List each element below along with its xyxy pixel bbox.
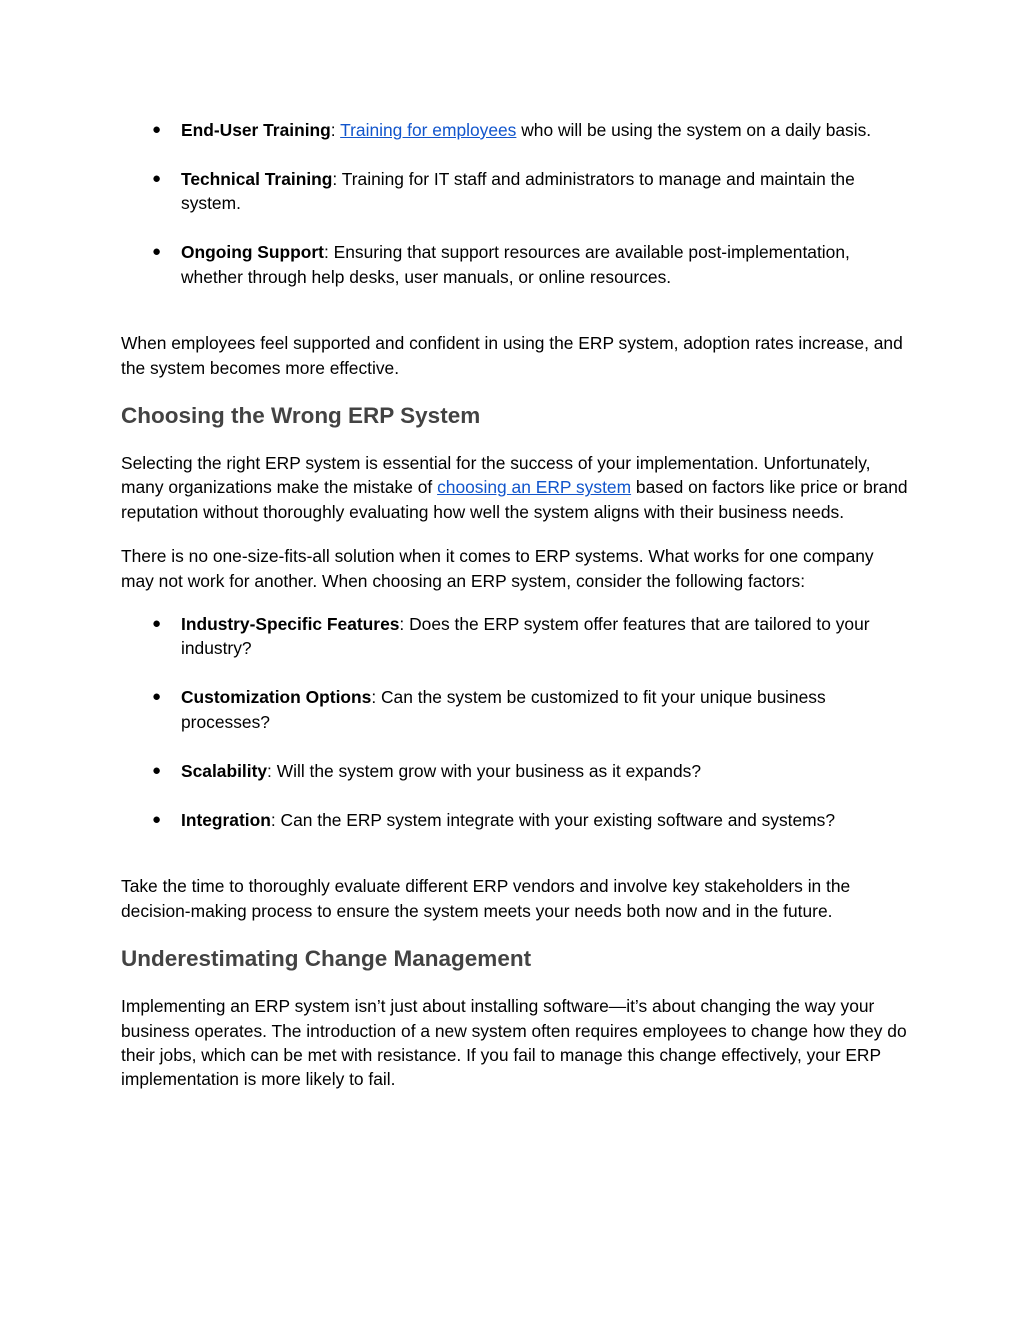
paragraph-no-one-size: There is no one-size-fits-all solution when it comes to ERP systems. What works for one company may not work for another. When choosing an ERP system, consider the following factors:: [121, 546, 874, 591]
paragraph-text: Selecting the right ERP system is essential for the success of your implementation. Unfortunately, many organizations make the mistake of: [121, 453, 871, 498]
list-item-term: Technical Training: [181, 169, 333, 189]
section-heading-wrong-erp: Choosing the Wrong ERP System: [121, 403, 481, 429]
bullet-icon: ●: [152, 810, 162, 828]
list-item-term: Scalability: [181, 760, 268, 781]
list-item: [121, 759, 911, 783]
choosing-an-erp-system-link[interactable]: choosing an ERP system: [437, 477, 632, 498]
list-item-text: Training for IT staff and administrators to manage and maintain the system.: [181, 169, 855, 214]
list-item-text: Can the system be customized to fit your unique business processes?: [181, 687, 826, 732]
list-item-term: End-User Training: [181, 120, 331, 140]
paragraph-adoption: When employees feel supported and confident in using the ERP system, adoption rates increase, and the system becomes more effective.: [121, 333, 903, 378]
list-item-text: Can the ERP system integrate with your existing software and systems?: [280, 809, 836, 830]
list-item-term: Industry-Specific Features: [181, 614, 400, 635]
list-item: [121, 612, 911, 661]
training-list: [121, 118, 911, 289]
section-heading-change-management: Underestimating Change Management: [121, 946, 532, 972]
list-item-term: Customization Options: [181, 687, 372, 708]
paragraph-evaluate-vendors: Take the time to thoroughly evaluate different ERP vendors and involve key stakeholders in the decision-making process to ensure the system meets your needs both now and in the future.: [121, 876, 851, 921]
training-for-employees-link[interactable]: Training for employees: [340, 120, 517, 140]
bullet-icon: ●: [152, 615, 162, 633]
bullet-icon: ●: [152, 243, 162, 261]
list-item-separator: :: [332, 169, 342, 189]
list-item: [121, 118, 911, 142]
factors-list: [121, 612, 911, 832]
paragraph-implementing: Implementing an ERP system isn’t just about installing software—it’s about changing the way your business operates. The introduction of a new system often requires employees to change how they do their jobs, which can be met with resistance. If you fail to manage this change effectively, your ERP implementation is more likely to fail.: [121, 996, 907, 1090]
list-item-separator: :: [270, 809, 281, 830]
list-item: [121, 167, 911, 216]
list-item-text: who will be using the system on a daily basis.: [516, 120, 872, 140]
list-item-text: Will the system grow with your business as it expands?: [276, 760, 702, 781]
list-item-text: Ensuring that support resources are available post-implementation, whether through help desks, user manuals, or online resources.: [181, 242, 850, 287]
list-item-separator: :: [267, 760, 277, 781]
list-item-separator: :: [330, 120, 341, 140]
list-item-term: Integration: [181, 809, 271, 830]
list-item-separator: :: [323, 242, 334, 263]
paragraph-selecting: [121, 451, 911, 524]
paragraph-text: based on factors like price or brand reputation without thoroughly evaluating how well the system aligns with their business needs.: [121, 477, 908, 522]
list-item: [121, 808, 911, 832]
list-item-separator: :: [371, 687, 381, 708]
list-item-separator: :: [399, 614, 410, 635]
bullet-icon: ●: [152, 761, 162, 779]
list-item: [121, 240, 911, 289]
bullet-icon: ●: [152, 170, 162, 187]
document-page: [121, 118, 911, 1092]
list-item: [121, 685, 911, 734]
list-item-text: Does the ERP system offer features that are tailored to your industry?: [181, 614, 870, 659]
list-item-term: Ongoing Support: [181, 242, 324, 263]
bullet-icon: ●: [152, 688, 162, 706]
bullet-icon: ●: [152, 121, 162, 138]
